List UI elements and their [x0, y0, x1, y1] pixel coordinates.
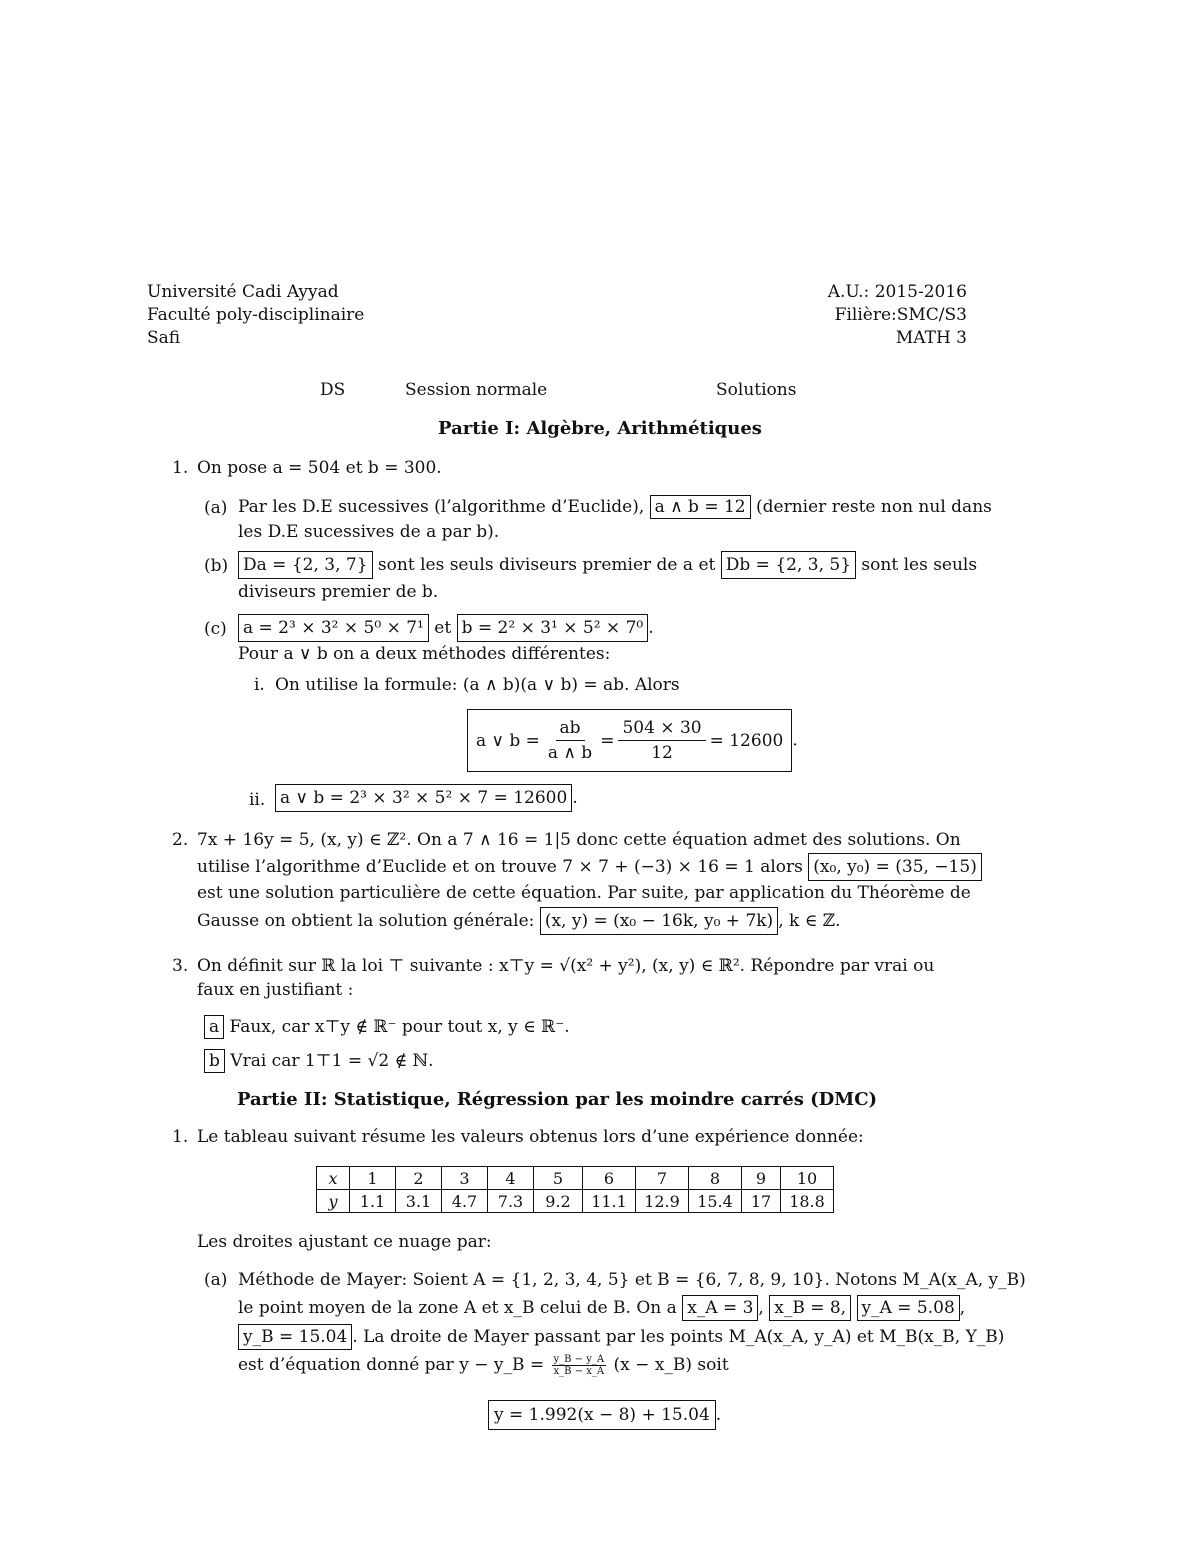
p2a-line4-tail: (x − x_B) soit: [613, 1355, 729, 1375]
q1a-text2: (dernier reste non nul dans: [756, 497, 992, 517]
q1-intro: On pose a = 504 et b = 300.: [197, 458, 442, 478]
q1a-text3: les D.E sucessives de a par b).: [238, 522, 500, 542]
table-cell: 7: [636, 1167, 689, 1190]
city-name: Safi: [147, 328, 181, 348]
factorization-b-box: b = 2² × 3¹ × 5² × 7⁰: [457, 614, 649, 642]
lcm-formula: a ∨ b = $\frac{ab}{a \wedge b}$ = $\frac{504 \times 30}{12}$ = 12600 .: [467, 709, 798, 772]
q1c-i-text: On utilise la formule: (a ∧ b)(a ∨ b) = ab. Alors: [275, 675, 680, 695]
q3-number: 3.: [172, 956, 189, 976]
xb-box: x_B = 8,: [769, 1295, 851, 1321]
part2-title: Partie II: Statistique, Régression par les moindre carrés (DMC): [236, 1089, 878, 1110]
slope-num: y_B − y_A: [553, 1354, 605, 1365]
table-cell: 1: [350, 1167, 396, 1190]
particular-solution-box: (x₀, y₀) = (35, −15): [808, 853, 982, 881]
q3b-line: [204, 1049, 434, 1073]
table-cell: 9: [742, 1167, 781, 1190]
lcm-fraction-2: [618, 716, 705, 765]
table-cell: 1.1: [350, 1190, 396, 1213]
gcd-box: a ∧ b = 12: [650, 495, 751, 519]
lcm-f1-num: ab: [556, 716, 585, 741]
part1-title: Partie I: Algèbre, Arithmétiques: [438, 418, 762, 439]
table-cell: 8: [689, 1167, 742, 1190]
q3b-text: Vrai car 1⊤1 = √2 ∉ ℕ.: [230, 1051, 434, 1071]
table-cell: 3.1: [396, 1190, 442, 1213]
table-cell: 4.7: [442, 1190, 488, 1213]
q3a-line: [204, 1015, 570, 1039]
table-header-y: y: [317, 1190, 350, 1213]
q3a-text: Faux, car x⊤y ∉ ℝ⁻ pour tout x, y ∈ ℝ⁻.: [229, 1017, 570, 1037]
p2a-label: (a): [204, 1270, 228, 1290]
q2-line2: [197, 853, 982, 881]
q2-line2-text: utilise l’algorithme d’Euclide et on trouve 7 × 7 + (−3) × 16 = 1 alors: [197, 857, 803, 877]
table-cell: 18.8: [781, 1190, 834, 1213]
q1a-text1: Par les D.E sucessives (l’algorithme d’Euclide),: [238, 497, 645, 517]
p2a-line2-text: le point moyen de la zone A et x_B celui de B. On a: [238, 1298, 677, 1318]
q1b-line1: [238, 551, 977, 579]
p2-q1-number: 1.: [172, 1127, 189, 1147]
lcm-f2-den: 12: [651, 743, 673, 763]
q2-line3: est une solution particulière de cette équation. Par suite, par application du Théorème de: [197, 883, 971, 903]
table-row-x: [317, 1167, 834, 1190]
course-name: MATH 3: [895, 328, 967, 348]
q1c-text: Pour a ∨ b on a deux méthodes différentes:: [238, 644, 611, 664]
table-cell: 12.9: [636, 1190, 689, 1213]
ya-box: y_A = 5.08: [857, 1295, 960, 1321]
university-name: Université Cadi Ayyad: [147, 282, 339, 302]
table-cell: 5: [534, 1167, 583, 1190]
lcm-f2-num: 504 × 30: [618, 716, 705, 741]
q2-line1: 7x + 16y = 5, (x, y) ∈ ℤ². On a 7 ∧ 16 = 1|5 donc cette équation admet des solutions. On: [197, 830, 961, 850]
mayer-line: y = 1.992(x − 8) + 15.04 .: [488, 1400, 721, 1430]
yb-box: y_B = 15.04: [238, 1324, 352, 1350]
lcm-formula-box: [467, 709, 792, 772]
p2a-line4: [238, 1354, 729, 1377]
table-cell: 7.3: [488, 1190, 534, 1213]
p2a-line3-text: . La droite de Mayer passant par les points M_A(x_A, y_A) et M_B(x_B, Y_B): [352, 1327, 1005, 1347]
p2a-line4-text: est d’équation donné par y − y_B =: [238, 1355, 545, 1375]
q1c-and: et: [434, 618, 452, 638]
table-cell: 15.4: [689, 1190, 742, 1213]
q2-line4-tail: , k ∈ ℤ.: [778, 911, 841, 931]
data-table: [316, 1166, 834, 1213]
table-cell: 6: [583, 1167, 636, 1190]
exam-type: DS: [320, 380, 346, 400]
table-cell: 4: [488, 1167, 534, 1190]
data-table-wrapper: [316, 1166, 834, 1213]
q1b-text2: sont les seuls: [861, 555, 978, 575]
q2-line4: [197, 907, 841, 935]
q1b-text1: sont les seuls diviseurs premier de a et: [377, 555, 716, 575]
slope-fraction: [552, 1354, 607, 1377]
q1c-line1: a = 2³ × 3² × 5⁰ × 7¹ et b = 2² × 3¹ × 5² × 7⁰ .: [238, 614, 654, 642]
divisors-b-box: Db = {2, 3, 5}: [721, 551, 856, 579]
q3-line1: On définit sur ℝ la loi ⊤ suivante : x⊤y = √(x² + y²), (x, y) ∈ ℝ². Répondre par vrai ou: [197, 956, 935, 976]
table-row-y: [317, 1190, 834, 1213]
mayer-equation-box: y = 1.992(x − 8) + 15.04: [488, 1400, 716, 1430]
session-label: Session normale: [405, 380, 548, 400]
q1b-label: (b): [204, 556, 229, 576]
lcm-f1-den: a ∧ b: [547, 743, 593, 763]
lines-intro: Les droites ajustant ce nuage par:: [197, 1232, 492, 1252]
p2a-line3: [238, 1324, 1004, 1350]
general-solution-box: (x, y) = (x₀ − 16k, y₀ + 7k): [540, 907, 778, 935]
q2-number: 2.: [172, 830, 189, 850]
table-cell: 10: [781, 1167, 834, 1190]
p2-q1-text: Le tableau suivant résume les valeurs obtenus lors d’une expérience donnée:: [197, 1127, 864, 1147]
q3b-box: b: [204, 1049, 225, 1073]
table-cell: 9.2: [534, 1190, 583, 1213]
p2a-line1: Méthode de Mayer: Soient A = {1, 2, 3, 4, 5} et B = {6, 7, 8, 9, 10}. Notons M_A(x_A, y_B): [238, 1270, 1026, 1290]
divisors-a-box: Da = {2, 3, 7}: [238, 551, 373, 579]
table-cell: 2: [396, 1167, 442, 1190]
q1b-text3: diviseurs premier de b.: [238, 582, 439, 602]
q1c-i-label: i.: [254, 675, 265, 695]
q1c-ii-label: ii.: [249, 790, 266, 810]
q1a-label: (a): [204, 498, 228, 518]
faculty-name: Faculté poly-disciplinaire: [147, 305, 365, 325]
lcm-result: = 12600: [709, 730, 784, 751]
factorization-a-box: a = 2³ × 3² × 5⁰ × 7¹: [238, 614, 429, 642]
table-cell: 17: [742, 1190, 781, 1213]
q2-line4-text: Gausse on obtient la solution générale:: [197, 911, 535, 931]
xa-box: x_A = 3: [682, 1295, 758, 1321]
solutions-label: Solutions: [716, 380, 797, 400]
lcm-lhs: a ∨ b =: [476, 730, 540, 751]
lcm-eq: =: [600, 730, 615, 751]
q1c-label: (c): [204, 619, 227, 639]
q3-line2: faux en justifiant :: [197, 980, 354, 1000]
filiere: Filière:SMC/S3: [834, 305, 967, 325]
p2a-line2: le point moyen de la zone A et x_B celui de B. On a x_A = 3 , x_B = 8, y_A = 5.08 ,: [238, 1295, 965, 1321]
slope-den: x_B − x_A: [553, 1366, 605, 1377]
table-cell: 3: [442, 1167, 488, 1190]
academic-year: A.U.: 2015-2016: [827, 282, 967, 302]
table-header-x: x: [317, 1167, 350, 1190]
q1-number: 1.: [172, 458, 189, 478]
q3a-box: a: [204, 1015, 224, 1039]
q1c-ii-line: a ∨ b = 2³ × 3² × 5² × 7 = 12600 .: [275, 784, 578, 812]
table-cell: 11.1: [583, 1190, 636, 1213]
lcm-factorization-box: a ∨ b = 2³ × 3² × 5² × 7 = 12600: [275, 784, 572, 812]
q1a-line1: [238, 495, 992, 519]
lcm-fraction-1: [544, 716, 596, 765]
